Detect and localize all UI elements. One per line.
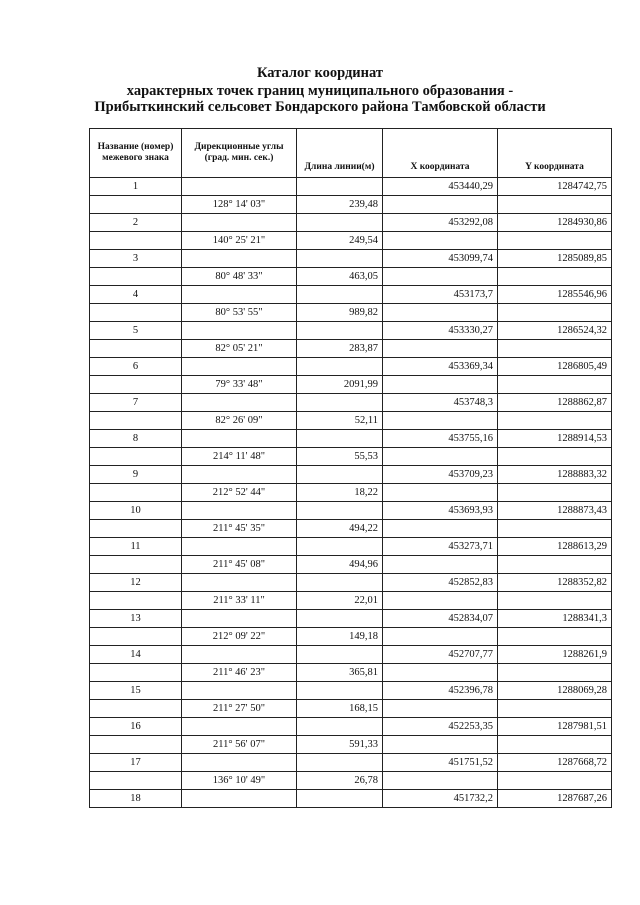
y-coordinate-cell: 1288261,9 <box>498 646 612 664</box>
marker-name-cell: 7 <box>90 394 182 412</box>
marker-name-cell <box>90 196 182 214</box>
x-coordinate-cell <box>383 196 498 214</box>
y-coordinate-cell: 1287668,72 <box>498 754 612 772</box>
marker-name-cell <box>90 232 182 250</box>
y-coordinate-cell: 1288069,28 <box>498 682 612 700</box>
table-row <box>90 268 612 286</box>
direction-angle-cell: 80° 48' 33" <box>182 268 297 286</box>
table-row <box>90 772 612 790</box>
y-coordinate-cell <box>498 304 612 322</box>
direction-angle-cell: 136° 10' 49" <box>182 772 297 790</box>
table-row <box>90 358 612 376</box>
marker-name-cell <box>90 448 182 466</box>
y-coordinate-cell <box>498 664 612 682</box>
table-row <box>90 250 612 268</box>
x-coordinate-cell: 452834,07 <box>383 610 498 628</box>
marker-name-cell: 15 <box>90 682 182 700</box>
table-row <box>90 556 612 574</box>
line-length-cell <box>297 502 383 520</box>
direction-angle-cell: 211° 33' 11" <box>182 592 297 610</box>
y-coordinate-cell: 1288873,43 <box>498 502 612 520</box>
table-body <box>90 178 612 808</box>
marker-name-cell <box>90 484 182 502</box>
y-coordinate-cell: 1288914,53 <box>498 430 612 448</box>
direction-angle-cell <box>182 250 297 268</box>
y-coordinate-cell <box>498 340 612 358</box>
marker-name-cell <box>90 268 182 286</box>
marker-name-cell: 9 <box>90 466 182 484</box>
line-length-cell: 249,54 <box>297 232 383 250</box>
y-coordinate-cell <box>498 412 612 430</box>
table-row <box>90 592 612 610</box>
marker-name-cell <box>90 304 182 322</box>
x-coordinate-cell: 453330,27 <box>383 322 498 340</box>
table-row <box>90 700 612 718</box>
y-coordinate-cell: 1286524,32 <box>498 322 612 340</box>
line-length-cell <box>297 250 383 268</box>
table-row <box>90 610 612 628</box>
x-coordinate-cell <box>383 664 498 682</box>
line-length-cell <box>297 394 383 412</box>
table-row <box>90 646 612 664</box>
y-coordinate-cell <box>498 376 612 394</box>
marker-name-cell: 13 <box>90 610 182 628</box>
y-coordinate-cell <box>498 484 612 502</box>
direction-angle-cell <box>182 682 297 700</box>
x-coordinate-cell: 452396,78 <box>383 682 498 700</box>
marker-name-cell: 2 <box>90 214 182 232</box>
line-length-cell: 2091,99 <box>297 376 383 394</box>
document-title: Каталог координат <box>256 65 384 81</box>
document-subtitle-line1: характерных точек границ муниципального образования - <box>126 83 514 99</box>
document-subtitle-line2: Прибыткинский сельсовет Бондарского района Тамбовской области <box>94 99 546 115</box>
x-coordinate-cell <box>383 232 498 250</box>
line-length-cell: 494,96 <box>297 556 383 574</box>
y-coordinate-cell <box>498 196 612 214</box>
line-length-cell <box>297 286 383 304</box>
table-row <box>90 286 612 304</box>
direction-angle-cell: 82° 26' 09" <box>182 412 297 430</box>
table-row <box>90 754 612 772</box>
line-length-cell <box>297 322 383 340</box>
y-coordinate-cell: 1285546,96 <box>498 286 612 304</box>
x-coordinate-cell <box>383 484 498 502</box>
table-row <box>90 304 612 322</box>
marker-name-cell: 11 <box>90 538 182 556</box>
x-coordinate-cell <box>383 628 498 646</box>
y-coordinate-cell: 1288862,87 <box>498 394 612 412</box>
y-coordinate-cell <box>498 592 612 610</box>
line-length-cell: 283,87 <box>297 340 383 358</box>
x-coordinate-cell <box>383 268 498 286</box>
y-coordinate-cell <box>498 448 612 466</box>
marker-name-cell: 10 <box>90 502 182 520</box>
line-length-cell: 239,48 <box>297 196 383 214</box>
direction-angle-cell: 140° 25' 21" <box>182 232 297 250</box>
x-coordinate-cell <box>383 772 498 790</box>
marker-name-cell <box>90 412 182 430</box>
direction-angle-cell <box>182 502 297 520</box>
x-coordinate-cell: 453099,74 <box>383 250 498 268</box>
x-coordinate-cell <box>383 376 498 394</box>
line-length-cell: 365,81 <box>297 664 383 682</box>
x-coordinate-cell: 453173,7 <box>383 286 498 304</box>
marker-name-cell <box>90 520 182 538</box>
table-row <box>90 664 612 682</box>
marker-name-cell <box>90 628 182 646</box>
direction-angle-cell <box>182 214 297 232</box>
table-row <box>90 214 612 232</box>
x-coordinate-cell: 452707,77 <box>383 646 498 664</box>
table-row <box>90 412 612 430</box>
x-coordinate-cell: 453369,34 <box>383 358 498 376</box>
x-coordinate-cell: 453709,23 <box>383 466 498 484</box>
line-length-cell: 26,78 <box>297 772 383 790</box>
line-length-cell <box>297 430 383 448</box>
line-length-cell: 52,11 <box>297 412 383 430</box>
line-length-cell: 591,33 <box>297 736 383 754</box>
direction-angle-cell: 211° 46' 23" <box>182 664 297 682</box>
x-coordinate-cell: 453693,93 <box>383 502 498 520</box>
direction-angle-cell <box>182 322 297 340</box>
y-coordinate-cell: 1287981,51 <box>498 718 612 736</box>
x-coordinate-cell <box>383 736 498 754</box>
table-row <box>90 196 612 214</box>
direction-angle-cell <box>182 754 297 772</box>
direction-angle-cell <box>182 358 297 376</box>
marker-name-cell <box>90 664 182 682</box>
table-row <box>90 736 612 754</box>
direction-angle-cell: 211° 27' 50" <box>182 700 297 718</box>
y-coordinate-cell: 1286805,49 <box>498 358 612 376</box>
direction-angle-cell: 128° 14' 03" <box>182 196 297 214</box>
y-coordinate-cell: 1288341,3 <box>498 610 612 628</box>
x-coordinate-cell: 453755,16 <box>383 430 498 448</box>
x-coordinate-cell <box>383 340 498 358</box>
direction-angle-cell <box>182 466 297 484</box>
direction-angle-cell: 79° 33' 48" <box>182 376 297 394</box>
y-coordinate-cell: 1288352,82 <box>498 574 612 592</box>
y-coordinate-cell <box>498 520 612 538</box>
y-coordinate-cell <box>498 268 612 286</box>
marker-name-cell: 6 <box>90 358 182 376</box>
marker-name-cell <box>90 700 182 718</box>
table-row <box>90 394 612 412</box>
table-row <box>90 376 612 394</box>
y-coordinate-cell: 1288883,32 <box>498 466 612 484</box>
table-row <box>90 448 612 466</box>
direction-angle-cell <box>182 394 297 412</box>
line-length-cell <box>297 646 383 664</box>
line-length-cell <box>297 682 383 700</box>
line-length-cell <box>297 790 383 808</box>
marker-name-cell: 5 <box>90 322 182 340</box>
line-length-cell <box>297 718 383 736</box>
x-coordinate-cell <box>383 592 498 610</box>
header-y-coordinate: Y координата <box>498 129 612 178</box>
y-coordinate-cell: 1285089,85 <box>498 250 612 268</box>
direction-angle-cell <box>182 790 297 808</box>
line-length-cell: 463,05 <box>297 268 383 286</box>
direction-angle-cell: 82° 05' 21" <box>182 340 297 358</box>
direction-angle-cell <box>182 610 297 628</box>
table-row <box>90 502 612 520</box>
marker-name-cell: 1 <box>90 178 182 196</box>
line-length-cell <box>297 754 383 772</box>
table-row <box>90 340 612 358</box>
y-coordinate-cell: 1287687,26 <box>498 790 612 808</box>
line-length-cell <box>297 214 383 232</box>
marker-name-cell: 16 <box>90 718 182 736</box>
x-coordinate-cell <box>383 520 498 538</box>
direction-angle-cell <box>182 718 297 736</box>
direction-angle-cell <box>182 430 297 448</box>
line-length-cell: 22,01 <box>297 592 383 610</box>
marker-name-cell: 12 <box>90 574 182 592</box>
x-coordinate-cell <box>383 448 498 466</box>
line-length-cell <box>297 538 383 556</box>
marker-name-cell: 4 <box>90 286 182 304</box>
x-coordinate-cell: 453440,29 <box>383 178 498 196</box>
x-coordinate-cell: 453748,3 <box>383 394 498 412</box>
y-coordinate-cell <box>498 736 612 754</box>
table-row <box>90 322 612 340</box>
marker-name-cell <box>90 556 182 574</box>
marker-name-cell: 3 <box>90 250 182 268</box>
direction-angle-cell: 80° 53' 55" <box>182 304 297 322</box>
line-length-cell: 18,22 <box>297 484 383 502</box>
x-coordinate-cell: 453292,08 <box>383 214 498 232</box>
line-length-cell: 989,82 <box>297 304 383 322</box>
table-row <box>90 628 612 646</box>
y-coordinate-cell: 1284742,75 <box>498 178 612 196</box>
y-coordinate-cell: 1284930,86 <box>498 214 612 232</box>
marker-name-cell <box>90 376 182 394</box>
direction-angle-cell <box>182 538 297 556</box>
x-coordinate-cell: 451732,2 <box>383 790 498 808</box>
direction-angle-cell: 214° 11' 48" <box>182 448 297 466</box>
y-coordinate-cell <box>498 700 612 718</box>
table-row <box>90 232 612 250</box>
y-coordinate-cell <box>498 628 612 646</box>
line-length-cell <box>297 466 383 484</box>
table-row <box>90 178 612 196</box>
x-coordinate-cell <box>383 700 498 718</box>
y-coordinate-cell: 1288613,29 <box>498 538 612 556</box>
table-row <box>90 520 612 538</box>
direction-angle-cell <box>182 286 297 304</box>
x-coordinate-cell: 452253,35 <box>383 718 498 736</box>
line-length-cell: 149,18 <box>297 628 383 646</box>
marker-name-cell <box>90 772 182 790</box>
coordinates-table <box>89 128 612 808</box>
line-length-cell: 55,53 <box>297 448 383 466</box>
direction-angle-cell <box>182 178 297 196</box>
table-row <box>90 682 612 700</box>
line-length-cell <box>297 358 383 376</box>
line-length-cell <box>297 610 383 628</box>
table-row <box>90 790 612 808</box>
marker-name-cell: 8 <box>90 430 182 448</box>
table-header-row <box>90 129 612 178</box>
header-line-length: Длина линии(м) <box>297 129 383 178</box>
marker-name-cell: 17 <box>90 754 182 772</box>
x-coordinate-cell: 452852,83 <box>383 574 498 592</box>
table-row <box>90 574 612 592</box>
direction-angle-cell: 212° 52' 44" <box>182 484 297 502</box>
marker-name-cell <box>90 736 182 754</box>
line-length-cell: 168,15 <box>297 700 383 718</box>
x-coordinate-cell <box>383 556 498 574</box>
table-row <box>90 538 612 556</box>
marker-name-cell: 18 <box>90 790 182 808</box>
direction-angle-cell: 211° 45' 08" <box>182 556 297 574</box>
table-row <box>90 484 612 502</box>
header-marker-name: Название (номер) межевого знака <box>90 129 182 178</box>
x-coordinate-cell: 451751,52 <box>383 754 498 772</box>
direction-angle-cell <box>182 574 297 592</box>
direction-angle-cell: 211° 45' 35" <box>182 520 297 538</box>
direction-angle-cell: 212° 09' 22" <box>182 628 297 646</box>
y-coordinate-cell <box>498 232 612 250</box>
marker-name-cell <box>90 340 182 358</box>
header-direction-angles: Дирекционные углы (град. мин. сек.) <box>182 129 297 178</box>
line-length-cell <box>297 178 383 196</box>
x-coordinate-cell <box>383 304 498 322</box>
table-row <box>90 718 612 736</box>
marker-name-cell <box>90 592 182 610</box>
header-x-coordinate: X координата <box>383 129 498 178</box>
y-coordinate-cell <box>498 556 612 574</box>
table-row <box>90 430 612 448</box>
line-length-cell: 494,22 <box>297 520 383 538</box>
direction-angle-cell: 211° 56' 07" <box>182 736 297 754</box>
x-coordinate-cell <box>383 412 498 430</box>
direction-angle-cell <box>182 646 297 664</box>
table-row <box>90 466 612 484</box>
x-coordinate-cell: 453273,71 <box>383 538 498 556</box>
y-coordinate-cell <box>498 772 612 790</box>
marker-name-cell: 14 <box>90 646 182 664</box>
line-length-cell <box>297 574 383 592</box>
